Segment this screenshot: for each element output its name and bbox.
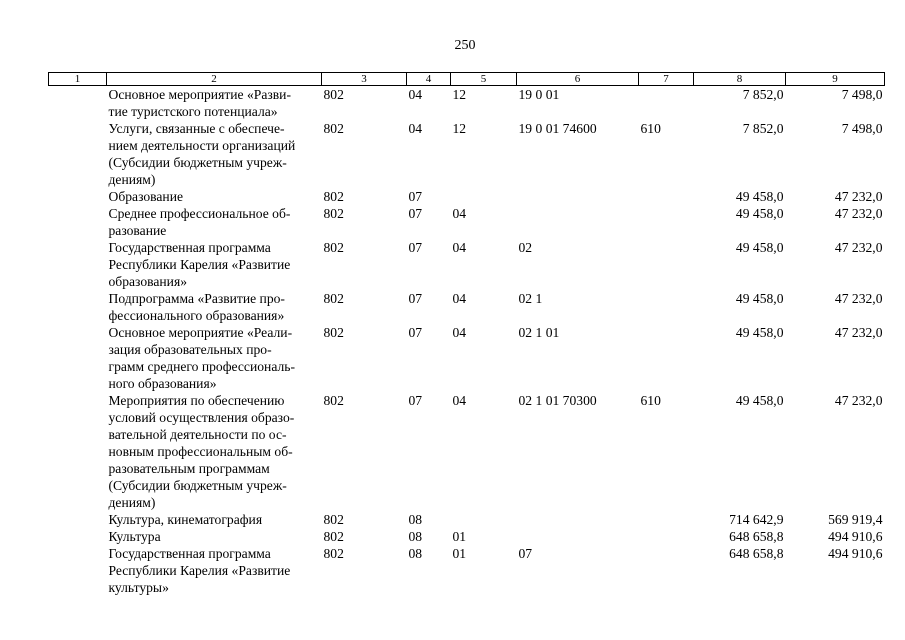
amount-year-2: 7 498,0 — [841, 87, 883, 102]
amount-year-1: 648 658,8 — [729, 529, 784, 544]
section-code: 04 — [408, 121, 423, 136]
target-article-code: 02 1 01 70300 — [518, 393, 597, 408]
table-row — [49, 205, 885, 239]
section-code: 07 — [408, 325, 423, 340]
expense-name: Культура, кинематография — [108, 512, 263, 527]
column-header-2: 2 — [107, 73, 322, 86]
expense-type-code — [639, 528, 694, 545]
column-header-8: 8 — [694, 73, 786, 86]
subsection-code: 04 — [452, 393, 467, 408]
subsection-code: 01 — [452, 529, 467, 544]
ministry-code: 802 — [323, 529, 344, 544]
row-number — [49, 290, 107, 324]
expense-name: Образование — [108, 189, 184, 204]
expense-name: Подпрограмма «Развитие про- фессионального образования» — [108, 291, 285, 323]
row-number — [49, 511, 107, 528]
amount-year-1: 7 852,0 — [742, 121, 784, 136]
expense-type-code — [639, 239, 694, 290]
amount-year-1: 49 458,0 — [735, 393, 784, 408]
amount-year-2: 494 910,6 — [828, 546, 883, 561]
table-row — [49, 120, 885, 188]
target-article-code — [517, 205, 639, 239]
expense-name: Государственная программа Республики Карелия «Развитие культуры» — [108, 546, 291, 595]
target-article-code: 02 1 — [518, 291, 543, 306]
page-number: 250 — [454, 38, 476, 53]
target-article-code — [517, 528, 639, 545]
target-article-code: 07 — [518, 546, 533, 561]
table-row — [49, 324, 885, 392]
table-body — [49, 86, 885, 597]
amount-year-2: 7 498,0 — [841, 121, 883, 136]
amount-year-2: 494 910,6 — [828, 529, 883, 544]
section-code: 07 — [408, 240, 423, 255]
amount-year-2: 47 232,0 — [834, 206, 883, 221]
expense-name: Среднее профессиональное об- разование — [108, 206, 291, 238]
expense-type-code — [639, 188, 694, 205]
column-header-4: 4 — [407, 73, 451, 86]
target-article-code: 02 1 01 — [518, 325, 560, 340]
ministry-code: 802 — [323, 512, 344, 527]
target-article-code — [517, 511, 639, 528]
ministry-code: 802 — [323, 189, 344, 204]
subsection-code: 04 — [452, 325, 467, 340]
row-number — [49, 324, 107, 392]
expense-name: Основное мероприятие «Разви- тие туристского потенциала» — [108, 87, 291, 119]
amount-year-1: 49 458,0 — [735, 240, 784, 255]
column-header-1: 1 — [49, 73, 107, 86]
expense-name: Основное мероприятие «Реали- зация образовательных про- грамм среднего профессиональ- ного образования» — [108, 325, 295, 391]
amount-year-2: 47 232,0 — [834, 240, 883, 255]
section-code: 07 — [408, 206, 423, 221]
row-number — [49, 188, 107, 205]
expense-type-code: 610 — [640, 393, 661, 408]
amount-year-2: 47 232,0 — [834, 189, 883, 204]
target-article-code: 19 0 01 74600 — [518, 121, 597, 136]
amount-year-2: 569 919,4 — [828, 512, 883, 527]
amount-year-1: 49 458,0 — [735, 189, 784, 204]
ministry-code: 802 — [323, 87, 344, 102]
ministry-code: 802 — [323, 206, 344, 221]
subsection-code: 01 — [452, 546, 467, 561]
table-row — [49, 392, 885, 511]
section-code: 07 — [408, 189, 423, 204]
subsection-code: 12 — [452, 121, 467, 136]
table-row — [49, 511, 885, 528]
expense-type-code — [639, 545, 694, 596]
expense-name: Мероприятия по обеспечению условий осуществления образо- вательной деятельности по ос- новным профессиональным об- разовательным программам (Субсидии бюджетным учреж- дениям) — [108, 393, 295, 510]
amount-year-1: 49 458,0 — [735, 206, 784, 221]
section-code: 07 — [408, 393, 423, 408]
expense-type-code: 610 — [640, 121, 661, 136]
subsection-code: 12 — [452, 87, 467, 102]
amount-year-2: 47 232,0 — [834, 291, 883, 306]
expense-name: Культура — [108, 529, 161, 544]
ministry-code: 802 — [323, 393, 344, 408]
amount-year-1: 7 852,0 — [742, 87, 784, 102]
table-row — [49, 545, 885, 596]
ministry-code: 802 — [323, 121, 344, 136]
row-number — [49, 239, 107, 290]
section-code: 04 — [408, 87, 423, 102]
section-code: 07 — [408, 291, 423, 306]
ministry-code: 802 — [323, 325, 344, 340]
expense-type-code — [639, 324, 694, 392]
amount-year-2: 47 232,0 — [834, 393, 883, 408]
subsection-code — [451, 511, 517, 528]
section-code: 08 — [408, 512, 423, 527]
amount-year-1: 49 458,0 — [735, 291, 784, 306]
amount-year-1: 714 642,9 — [729, 512, 784, 527]
expense-type-code — [639, 290, 694, 324]
row-number — [49, 528, 107, 545]
table-row — [49, 290, 885, 324]
expense-type-code — [639, 205, 694, 239]
row-number — [49, 392, 107, 511]
row-number — [49, 545, 107, 596]
subsection-code — [451, 188, 517, 205]
row-number — [49, 86, 107, 121]
ministry-code: 802 — [323, 240, 344, 255]
ministry-code: 802 — [323, 546, 344, 561]
amount-year-2: 47 232,0 — [834, 325, 883, 340]
expense-type-code — [639, 511, 694, 528]
target-article-code — [517, 188, 639, 205]
expense-name: Услуги, связанные с обеспече- нием деятельности организаций (Субсидии бюджетным учреж- дениям) — [108, 121, 296, 187]
ministry-code: 802 — [323, 291, 344, 306]
column-header-5: 5 — [451, 73, 517, 86]
target-article-code: 19 0 01 — [518, 87, 560, 102]
subsection-code: 04 — [452, 240, 467, 255]
budget-table — [48, 72, 885, 596]
section-code: 08 — [408, 529, 423, 544]
table-row — [49, 86, 885, 121]
table-row — [49, 188, 885, 205]
amount-year-1: 648 658,8 — [729, 546, 784, 561]
table-row — [49, 239, 885, 290]
row-number — [49, 205, 107, 239]
subsection-code: 04 — [452, 206, 467, 221]
column-header-7: 7 — [639, 73, 694, 86]
table-row — [49, 528, 885, 545]
column-header-6: 6 — [517, 73, 639, 86]
row-number — [49, 120, 107, 188]
expense-name: Государственная программа Республики Карелия «Развитие образования» — [108, 240, 291, 289]
column-header-3: 3 — [322, 73, 407, 86]
subsection-code: 04 — [452, 291, 467, 306]
expense-type-code — [639, 86, 694, 121]
amount-year-1: 49 458,0 — [735, 325, 784, 340]
column-header-9: 9 — [786, 73, 885, 86]
section-code: 08 — [408, 546, 423, 561]
column-number-header-row — [49, 73, 885, 86]
target-article-code: 02 — [518, 240, 533, 255]
